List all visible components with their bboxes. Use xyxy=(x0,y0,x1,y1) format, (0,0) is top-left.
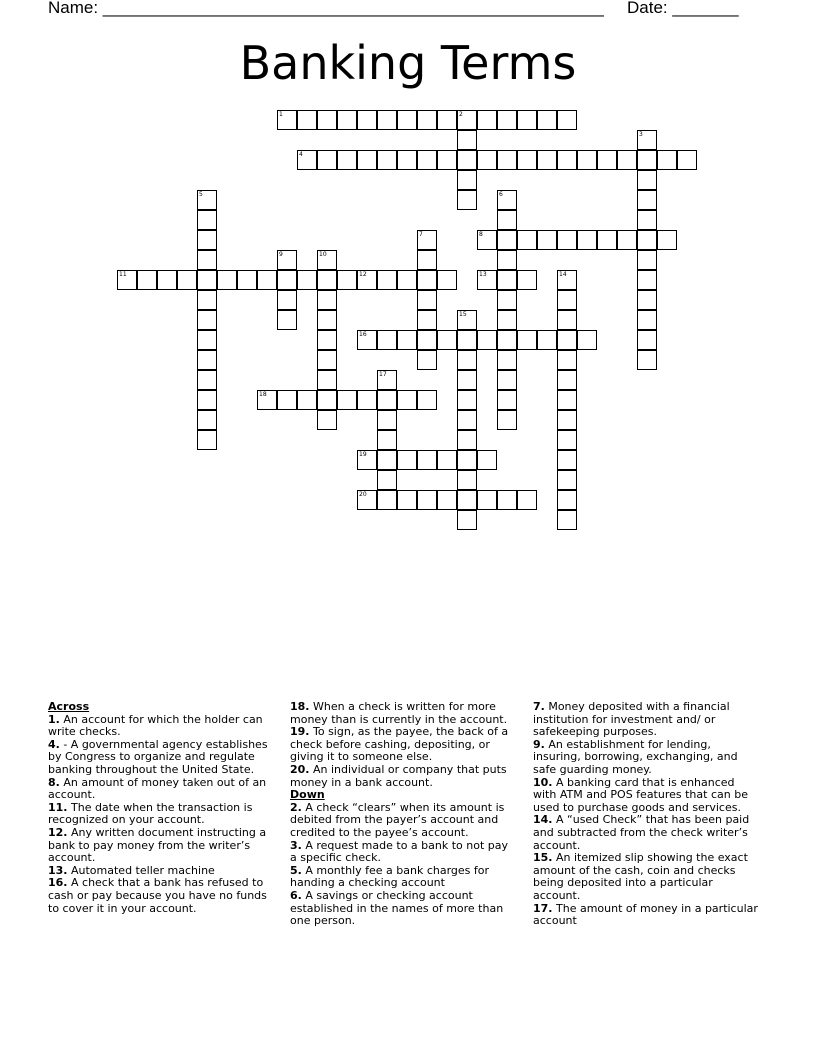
crossword-cell[interactable] xyxy=(317,290,337,310)
clue-item xyxy=(290,865,518,890)
crossword-cell[interactable] xyxy=(317,110,337,130)
crossword-cell[interactable] xyxy=(377,270,397,290)
crossword-cell[interactable] xyxy=(637,130,657,150)
crossword-cell[interactable] xyxy=(337,390,357,410)
crossword-cell[interactable] xyxy=(397,330,417,350)
crossword-cell[interactable] xyxy=(637,270,657,290)
crossword-cell[interactable] xyxy=(497,150,517,170)
crossword-cell[interactable] xyxy=(557,490,577,510)
crossword-cell[interactable] xyxy=(497,350,517,370)
crossword-cell[interactable] xyxy=(557,350,577,370)
clue-number: 19. xyxy=(290,725,310,739)
cell-number: 15 xyxy=(459,311,467,318)
crossword-cell[interactable] xyxy=(577,330,597,350)
crossword-cell[interactable] xyxy=(557,290,577,310)
crossword-cell[interactable] xyxy=(537,110,557,130)
crossword-cell[interactable] xyxy=(177,270,197,290)
crossword-cell[interactable] xyxy=(357,150,377,170)
down-heading: Down xyxy=(290,788,325,802)
crossword-cell[interactable] xyxy=(457,470,477,490)
clue-text: The amount of money in a particular account xyxy=(533,901,758,928)
crossword-cell[interactable] xyxy=(197,230,217,250)
crossword-cell[interactable] xyxy=(417,270,437,290)
crossword-cell[interactable] xyxy=(557,150,577,170)
crossword-cell[interactable] xyxy=(457,370,477,390)
clues-column-2 xyxy=(290,701,518,928)
crossword-cell[interactable] xyxy=(197,250,217,270)
clue-number: 9. xyxy=(533,737,545,751)
crossword-cell[interactable] xyxy=(477,230,497,250)
clue-item xyxy=(533,777,761,815)
clue-number: 17. xyxy=(533,901,553,915)
cell-number: 11 xyxy=(119,271,127,278)
down-clue-list-continued xyxy=(533,701,761,928)
crossword-cell[interactable] xyxy=(497,330,517,350)
crossword-cell[interactable] xyxy=(457,330,477,350)
clue-item xyxy=(290,840,518,865)
crossword-cell[interactable] xyxy=(657,150,677,170)
clues-column-1 xyxy=(48,701,276,915)
crossword-cell[interactable] xyxy=(517,330,537,350)
cell-number: 1 xyxy=(279,111,283,118)
clue-text: The date when the transaction is recognized on your account. xyxy=(48,800,253,827)
crossword-cell[interactable] xyxy=(357,450,377,470)
crossword-cell[interactable] xyxy=(457,150,477,170)
crossword-cell[interactable] xyxy=(337,270,357,290)
crossword-cell[interactable] xyxy=(337,150,357,170)
clue-item xyxy=(48,777,276,802)
crossword-cell[interactable] xyxy=(397,490,417,510)
crossword-cell[interactable] xyxy=(457,490,477,510)
clue-text: A “used Check” that has been paid and subtracted from the check writer’s account. xyxy=(533,813,750,852)
crossword-cell[interactable] xyxy=(197,190,217,210)
clue-item xyxy=(290,764,518,789)
crossword-cell[interactable] xyxy=(557,510,577,530)
crossword-cell[interactable] xyxy=(297,270,317,290)
crossword-cell[interactable] xyxy=(437,150,457,170)
crossword-cell[interactable] xyxy=(417,150,437,170)
clue-text: Money deposited with a financial institution for investment and/ or safekeeping purposes. xyxy=(533,700,730,739)
clue-text: An establishment for lending, insuring, borrowing, exchanging, and safe guarding money. xyxy=(533,737,738,776)
crossword-cell[interactable] xyxy=(297,150,317,170)
crossword-cell[interactable] xyxy=(277,270,297,290)
crossword-cell[interactable] xyxy=(197,270,217,290)
clue-text: To sign, as the payee, the back of a check before cashing, depositing, or giving it to someone else. xyxy=(290,725,509,764)
crossword-cell[interactable] xyxy=(537,330,557,350)
crossword-cell[interactable] xyxy=(657,230,677,250)
crossword-cell[interactable] xyxy=(417,490,437,510)
crossword-cell[interactable] xyxy=(597,150,617,170)
clue-item xyxy=(533,814,761,852)
crossword-cell[interactable] xyxy=(517,490,537,510)
crossword-cell[interactable] xyxy=(397,390,417,410)
crossword-cell[interactable] xyxy=(457,450,477,470)
crossword-cell[interactable] xyxy=(317,350,337,370)
crossword-cell[interactable] xyxy=(137,270,157,290)
crossword-cell[interactable] xyxy=(417,310,437,330)
clue-number: 13. xyxy=(48,863,68,877)
crossword-cell[interactable] xyxy=(357,390,377,410)
crossword-cell[interactable] xyxy=(517,230,537,250)
clue-text: A check that a bank has refused to cash or pay because you have no funds to cover it in your account. xyxy=(48,876,267,915)
crossword-cell[interactable] xyxy=(497,270,517,290)
cell-number: 5 xyxy=(199,191,203,198)
crossword-cell[interactable] xyxy=(457,110,477,130)
crossword-cell[interactable] xyxy=(637,330,657,350)
clue-text: An itemized slip showing the exact amount of the cash, coin and checks being deposited into a particular account. xyxy=(533,851,748,902)
crossword-cell[interactable] xyxy=(317,390,337,410)
cell-number: 16 xyxy=(359,331,367,338)
cell-number: 8 xyxy=(479,231,483,238)
cell-number: 17 xyxy=(379,371,387,378)
crossword-cell[interactable] xyxy=(557,370,577,390)
crossword-cell[interactable] xyxy=(437,270,457,290)
clue-text: A savings or checking account established in the names of more than one person. xyxy=(290,888,504,928)
clue-item xyxy=(48,739,276,777)
crossword-cell[interactable] xyxy=(497,310,517,330)
clue-item xyxy=(48,827,276,865)
clue-text: When a check is written for more money than is currently in the account. xyxy=(290,700,508,726)
crossword-cell[interactable] xyxy=(497,210,517,230)
crossword-cell[interactable] xyxy=(197,430,217,450)
crossword-cell[interactable] xyxy=(417,330,437,350)
crossword-cell[interactable] xyxy=(677,150,697,170)
clue-number: 20. xyxy=(290,762,310,776)
crossword-cell[interactable] xyxy=(377,450,397,470)
crossword-cell[interactable] xyxy=(277,390,297,410)
crossword-cell[interactable] xyxy=(497,290,517,310)
crossword-cell[interactable] xyxy=(577,230,597,250)
name-field-label[interactable]: Name: _____________________________________________________ xyxy=(48,0,604,17)
crossword-cell[interactable] xyxy=(317,330,337,350)
crossword-cell[interactable] xyxy=(417,250,437,270)
crossword-cell[interactable] xyxy=(157,270,177,290)
cell-number: 13 xyxy=(479,271,487,278)
crossword-cell[interactable] xyxy=(357,330,377,350)
crossword-cell[interactable] xyxy=(557,230,577,250)
crossword-cell[interactable] xyxy=(637,350,657,370)
crossword-cell[interactable] xyxy=(417,390,437,410)
across-clue-list-continued xyxy=(290,701,518,789)
crossword-cell[interactable] xyxy=(237,270,257,290)
clue-text: A monthly fee a bank charges for handing a checking account xyxy=(290,863,490,890)
crossword-cell[interactable] xyxy=(517,110,537,130)
clue-item xyxy=(533,903,761,928)
crossword-cell[interactable] xyxy=(497,230,517,250)
crossword-cell[interactable] xyxy=(357,110,377,130)
crossword-cell[interactable] xyxy=(457,190,477,210)
crossword-cell[interactable] xyxy=(197,370,217,390)
crossword-cell[interactable] xyxy=(497,190,517,210)
clue-text: An individual or company that puts money in a bank account. xyxy=(290,762,507,789)
crossword-cell[interactable] xyxy=(397,110,417,130)
clue-number: 15. xyxy=(533,851,553,865)
clue-item xyxy=(290,890,518,928)
crossword-cell[interactable] xyxy=(317,150,337,170)
crossword-cell[interactable] xyxy=(637,230,657,250)
crossword-cell[interactable] xyxy=(197,390,217,410)
crossword-cell[interactable] xyxy=(357,490,377,510)
crossword-cell[interactable] xyxy=(317,310,337,330)
crossword-cell[interactable] xyxy=(317,270,337,290)
crossword-cell[interactable] xyxy=(397,150,417,170)
crossword-cell[interactable] xyxy=(317,410,337,430)
crossword-cell[interactable] xyxy=(317,250,337,270)
crossword-cell[interactable] xyxy=(537,150,557,170)
crossword-cell[interactable] xyxy=(377,370,397,390)
crossword-cell[interactable] xyxy=(197,290,217,310)
clue-item xyxy=(48,877,276,915)
clue-item xyxy=(48,802,276,827)
crossword-cell[interactable] xyxy=(217,270,237,290)
crossword-cell[interactable] xyxy=(197,210,217,230)
crossword-cell[interactable] xyxy=(457,430,477,450)
clue-number: 16. xyxy=(48,876,68,890)
crossword-cell[interactable] xyxy=(557,470,577,490)
crossword-cell[interactable] xyxy=(377,430,397,450)
crossword-cell[interactable] xyxy=(357,270,377,290)
clue-number: 18. xyxy=(290,700,310,713)
clue-text: - A governmental agency establishes by Congress to organize and regulate banking throughout the United State. xyxy=(48,737,268,776)
crossword-cell[interactable] xyxy=(197,350,217,370)
crossword-cell[interactable] xyxy=(637,210,657,230)
crossword-cell[interactable] xyxy=(477,490,497,510)
crossword-cell[interactable] xyxy=(477,270,497,290)
crossword-cell[interactable] xyxy=(517,270,537,290)
clue-item xyxy=(533,852,761,902)
crossword-cell[interactable] xyxy=(557,330,577,350)
crossword-cell[interactable] xyxy=(457,310,477,330)
crossword-cell[interactable] xyxy=(377,410,397,430)
crossword-cell[interactable] xyxy=(417,230,437,250)
clue-number: 4. xyxy=(48,737,60,751)
across-clue-list xyxy=(48,714,276,916)
crossword-cell[interactable] xyxy=(117,270,137,290)
crossword-cell[interactable] xyxy=(597,230,617,250)
cell-number: 20 xyxy=(359,491,367,498)
crossword-cell[interactable] xyxy=(417,450,437,470)
clue-text: Any written document instructing a bank to pay money from the writer’s account. xyxy=(48,825,267,865)
clue-number: 7. xyxy=(533,700,545,713)
crossword-cell[interactable] xyxy=(277,250,297,270)
clue-text: A banking card that is enhanced with ATM and POS features that can be used to purchase goods and services. xyxy=(533,775,748,814)
cell-number: 2 xyxy=(459,111,463,118)
cell-number: 9 xyxy=(279,251,283,258)
crossword-cell[interactable] xyxy=(277,110,297,130)
crossword-cell[interactable] xyxy=(497,390,517,410)
crossword-cell[interactable] xyxy=(377,390,397,410)
crossword-cell[interactable] xyxy=(637,170,657,190)
crossword-cell[interactable] xyxy=(617,150,637,170)
clue-item xyxy=(290,802,518,840)
clue-number: 3. xyxy=(290,838,302,852)
crossword-cell[interactable] xyxy=(457,410,477,430)
crossword-cell[interactable] xyxy=(457,170,477,190)
cell-number: 10 xyxy=(319,251,327,258)
crossword-cell[interactable] xyxy=(297,110,317,130)
down-clue-list xyxy=(290,802,518,928)
crossword-cell[interactable] xyxy=(317,370,337,390)
crossword-cell[interactable] xyxy=(477,110,497,130)
crossword-cell[interactable] xyxy=(397,450,417,470)
crossword-cell[interactable] xyxy=(557,310,577,330)
clue-item xyxy=(290,726,518,764)
crossword-cell[interactable] xyxy=(377,330,397,350)
crossword-cell[interactable] xyxy=(417,290,437,310)
crossword-cell[interactable] xyxy=(417,110,437,130)
date-field-label[interactable]: Date: _______ xyxy=(627,0,739,17)
crossword-cell[interactable] xyxy=(497,110,517,130)
crossword-cell[interactable] xyxy=(437,330,457,350)
crossword-cell[interactable] xyxy=(297,390,317,410)
clue-text: Automated teller machine xyxy=(67,863,215,877)
crossword-cell[interactable] xyxy=(497,410,517,430)
clue-number: 6. xyxy=(290,888,302,902)
crossword-cell[interactable] xyxy=(497,370,517,390)
crossword-cell[interactable] xyxy=(557,430,577,450)
clue-number: 8. xyxy=(48,775,60,789)
clue-item xyxy=(533,701,761,739)
crossword-cell[interactable] xyxy=(557,110,577,130)
clues-column-3 xyxy=(533,701,761,928)
clue-text: An account for which the holder can write checks. xyxy=(48,712,263,739)
crossword-cell[interactable] xyxy=(637,290,657,310)
clue-number: 2. xyxy=(290,800,302,814)
clue-text: A request made to a bank to not pay a specific check. xyxy=(290,838,508,865)
cell-number: 14 xyxy=(559,271,567,278)
crossword-cell[interactable] xyxy=(457,510,477,530)
crossword-cell[interactable] xyxy=(457,130,477,150)
clue-item xyxy=(290,701,518,726)
clue-item xyxy=(533,739,761,777)
crossword-cell[interactable] xyxy=(497,490,517,510)
crossword-cell[interactable] xyxy=(457,350,477,370)
crossword-cell[interactable] xyxy=(457,390,477,410)
crossword-cell[interactable] xyxy=(437,490,457,510)
crossword-cell[interactable] xyxy=(537,230,557,250)
crossword-cell[interactable] xyxy=(377,490,397,510)
cell-number: 19 xyxy=(359,451,367,458)
crossword-cell[interactable] xyxy=(377,150,397,170)
crossword-cell[interactable] xyxy=(637,190,657,210)
cell-number: 6 xyxy=(499,191,503,198)
crossword-cell[interactable] xyxy=(637,250,657,270)
crossword-cell[interactable] xyxy=(437,450,457,470)
crossword-cell[interactable] xyxy=(497,250,517,270)
cell-number: 4 xyxy=(299,151,303,158)
clue-number: 10. xyxy=(533,775,553,789)
crossword-cell[interactable] xyxy=(557,390,577,410)
clue-number: 12. xyxy=(48,825,68,839)
crossword-cell[interactable] xyxy=(557,270,577,290)
clue-number: 14. xyxy=(533,813,553,827)
cell-number: 12 xyxy=(359,271,367,278)
cell-number: 7 xyxy=(419,231,423,238)
page-title: Banking Terms xyxy=(239,36,577,90)
crossword-cell[interactable] xyxy=(257,270,277,290)
crossword-cell[interactable] xyxy=(617,230,637,250)
crossword-cell[interactable] xyxy=(277,290,297,310)
crossword-cell[interactable] xyxy=(477,330,497,350)
clue-text: A check “clears” when its amount is debited from the payer’s account and credited to the payee’s account. xyxy=(290,800,505,839)
crossword-cell[interactable] xyxy=(197,410,217,430)
cell-number: 3 xyxy=(639,131,643,138)
clue-number: 5. xyxy=(290,863,302,877)
crossword-cell[interactable] xyxy=(397,270,417,290)
crossword-cell[interactable] xyxy=(477,150,497,170)
crossword-cell[interactable] xyxy=(577,150,597,170)
clue-number: 1. xyxy=(48,712,60,726)
crossword-cell[interactable] xyxy=(477,450,497,470)
crossword-cell[interactable] xyxy=(557,450,577,470)
crossword-cell[interactable] xyxy=(637,150,657,170)
crossword-cell[interactable] xyxy=(197,310,217,330)
crossword-cell[interactable] xyxy=(337,110,357,130)
crossword-cell[interactable] xyxy=(417,350,437,370)
crossword-cell[interactable] xyxy=(437,110,457,130)
crossword-cell[interactable] xyxy=(517,150,537,170)
cell-number: 18 xyxy=(259,391,267,398)
crossword-cell[interactable] xyxy=(377,110,397,130)
crossword-cell[interactable] xyxy=(257,390,277,410)
clue-item xyxy=(48,714,276,739)
crossword-cell[interactable] xyxy=(637,310,657,330)
clue-number: 11. xyxy=(48,800,68,814)
crossword-cell[interactable] xyxy=(197,330,217,350)
crossword-cell[interactable] xyxy=(277,310,297,330)
across-heading: Across xyxy=(48,700,90,713)
clue-text: An amount of money taken out of an account. xyxy=(48,775,267,802)
crossword-cell[interactable] xyxy=(557,410,577,430)
crossword-cell[interactable] xyxy=(377,470,397,490)
